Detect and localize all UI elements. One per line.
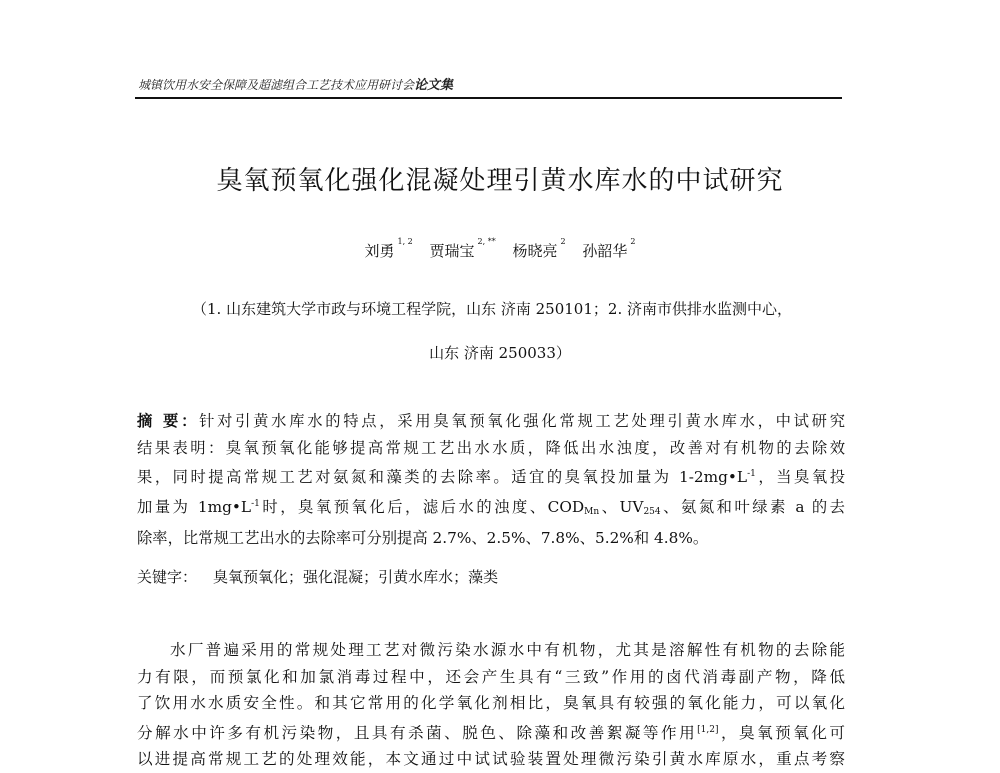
keywords-label: 关键字： (137, 568, 198, 586)
author-name: 杨晓亮 (512, 242, 558, 260)
author-name: 贾瑞宝 (429, 242, 475, 260)
keyword: 臭氧预氧化 (213, 568, 289, 586)
keyword-separator: ； (453, 568, 469, 586)
abstract-line: 除率，比常规工艺出水的去除率可分别提高 2.7%、2.5%、7.8%、5.2%和 4.8%。 (137, 529, 709, 547)
body-paragraph (137, 637, 845, 773)
author (364, 237, 413, 260)
body-line (137, 717, 845, 747)
abstract-text: 果，同时提高常规工艺对氨氮和藻类的去除率。适宜的臭氧投加量为 1-2mg•L (137, 468, 748, 486)
citation-marker: [1,2] (697, 724, 719, 735)
keyword: 藻类 (468, 568, 499, 586)
author-affiliation-marker: 1, 2 (397, 237, 413, 246)
abstract-text: 针对引黄水库水的特点，采用臭氧预氧化强化常规工艺处理引黄水库水，中试研究 (199, 412, 845, 430)
keyword: 引黄水库水 (378, 568, 454, 586)
running-header-text: 城镇饮用水安全保障及超滤组合工艺技术应用研讨会 (138, 78, 415, 92)
abstract-line (137, 408, 845, 435)
author (512, 237, 566, 260)
subscript: 254 (643, 506, 661, 517)
keyword: 强化混凝 (303, 568, 364, 586)
author-list (0, 237, 1000, 261)
abstract-text: 时，臭氧预氧化后，滤后水的浊度、COD (259, 497, 585, 516)
abstract-line (137, 461, 845, 491)
author (582, 237, 636, 260)
affiliation-line-1: （1. 山东建筑大学市政与环境工程学院，山东 济南 250101；2. 济南市供排水监测中心， (192, 300, 792, 318)
paper-title: 臭氧预氧化强化混凝处理引黄水库水的中试研究 (216, 166, 784, 196)
body-text: ，臭氧预氧化可 (718, 723, 845, 742)
abstract-text: 加量为 1mg•L (137, 497, 252, 516)
abstract (137, 408, 845, 552)
body-line: 以进提高常规工艺的处理效能，本文通过中试试验装置处理微污染引黄水库原水，重点考察 (137, 750, 845, 768)
abstract-line (137, 491, 845, 526)
author-name: 孙韶华 (582, 242, 628, 260)
keyword-separator: ； (288, 568, 304, 586)
abstract-line: 结果表明：臭氧预氧化能够提高常规工艺出水水质，降低出水浊度，改善对有机物的去除效 (137, 438, 845, 457)
body-line: 力有限，而预氯化和加氯消毒过程中，还会产生具有“三致”作用的卤代消毒副产物，降低 (137, 667, 845, 686)
subscript: Mn (584, 506, 600, 517)
author-affiliation-marker: 2 (630, 237, 636, 246)
body-text: 分解水中许多有机污染物，且具有杀菌、脱色、除藻和改善絮凝等作用 (137, 723, 698, 742)
running-header-bold: 论文集 (414, 78, 454, 93)
abstract-label: 摘 要： (137, 412, 200, 430)
author-name: 刘勇 (364, 242, 395, 260)
author-affiliation-marker: 2, ** (477, 237, 496, 246)
body-line: 了饮用水水质安全性。和其它常用的化学氧化剂相比，臭氧具有较强的氧化能力，可以氧化 (137, 694, 845, 712)
superscript: -1 (747, 469, 756, 479)
author-affiliation-marker: 2 (560, 237, 566, 246)
body-line: 水厂普遍采用的常规处理工艺对微污染水源水中有机物，尤其是溶解性有机物的去除能 (170, 641, 845, 659)
superscript: -1 (251, 498, 260, 509)
abstract-text: 、UV (599, 497, 644, 516)
abstract-text: ，当臭氧投 (755, 468, 845, 486)
header-rule (135, 97, 842, 99)
running-header (138, 74, 453, 93)
keyword-separator: ； (363, 568, 379, 586)
author (429, 237, 496, 260)
abstract-text: 、氨氮和叶绿素 a 的去 (660, 497, 845, 516)
affiliation-line-2: 山东 济南 250033） (429, 344, 571, 362)
keywords (137, 566, 498, 587)
